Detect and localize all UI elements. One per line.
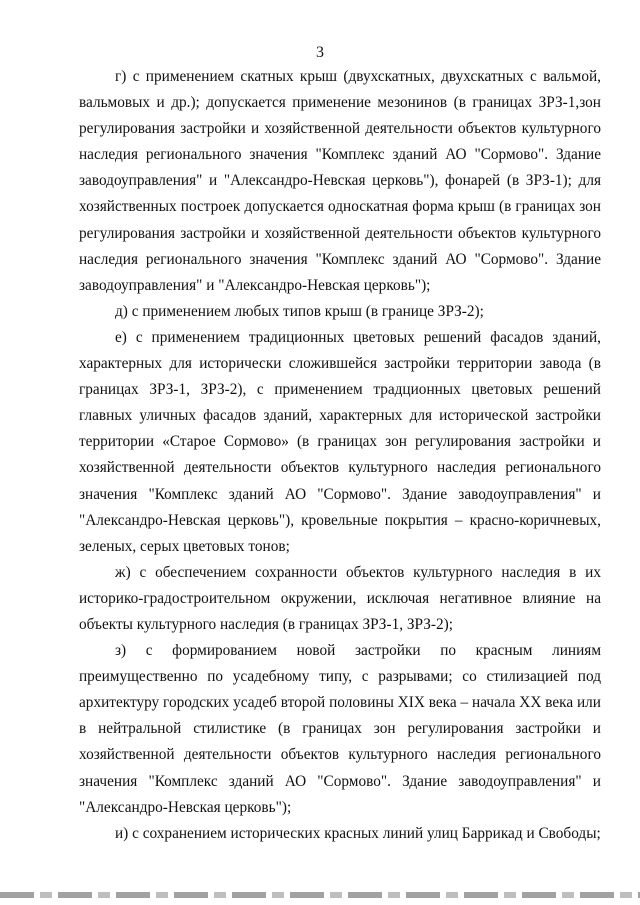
paragraph-g: г) с применением скатных крыш (двухскатных, двухскатных с вальмой, вальмовых и др.); допускается применение мезонинов (в границах ЗРЗ-1,зон регулирования застройки и хозяйственной деятельности объектов культурного наследия регионального значения "Комплекс зданий АО "Сормово". Здание заводоуправления" и "Александро-Невская церковь"), фонарей (в ЗРЗ-1); для хозяйственных построек допускается односкатная форма крыш (в границах зон регулирования застройки и хозяйственной деятельности объектов культурного наследия регионального значения "Комплекс зданий АО "Сормово". Здание заводоуправления" и "Александро-Невская церковь"); [79,68,601,294]
page-number: 3 [316,44,324,61]
document-body [79,64,601,847]
paragraph-zh: ж) с обеспечением сохранности объектов культурного наследия в их историко-градостроительном окружении, исключая негативное влияние на объекты культурного наследия (в границах ЗРЗ-1, ЗРЗ-2); [79,563,601,633]
paragraph-d: д) с применением любых типов крыш (в границе ЗРЗ-2); [115,302,484,320]
paragraph-i: и) с сохранением исторических красных линий улиц Баррикад и Свободы; [115,824,601,842]
paragraph-e: е) с применением традиционных цветовых решений фасадов зданий, характерных для исторически сложившейся застройки территории завода (в границах ЗРЗ-1, ЗРЗ-2), с применением традционных цветовых решений главных уличных фасадов зданий, характерных для исторической застройки территории «Старое Сормово» (в границах зон регулирования застройки и хозяйственной деятельности объектов культурного наследия регионального значения "Комплекс зданий АО "Сормово". Здание заводоуправления" и "Александро-Невская церковь"), кровельные покрытия – красно-коричневых, зеленых, серых цветовых тонов; [79,328,601,555]
scan-edge-artifact [0,892,640,898]
paragraph-z: з) с формированием новой застройки по красным линиям преимущественно по усадебному типу, с разрывами; со стилизацией под архитектуру городских усадеб второй половины XIX века – начала XX века или в нейтральной стилистике (в границах зон регулирования застройки и хозяйственной деятельности объектов культурного наследия регионального значения "Комплекс зданий АО "Сормово". Здание заводоуправления" и "Александро-Невская церковь"); [79,642,601,816]
